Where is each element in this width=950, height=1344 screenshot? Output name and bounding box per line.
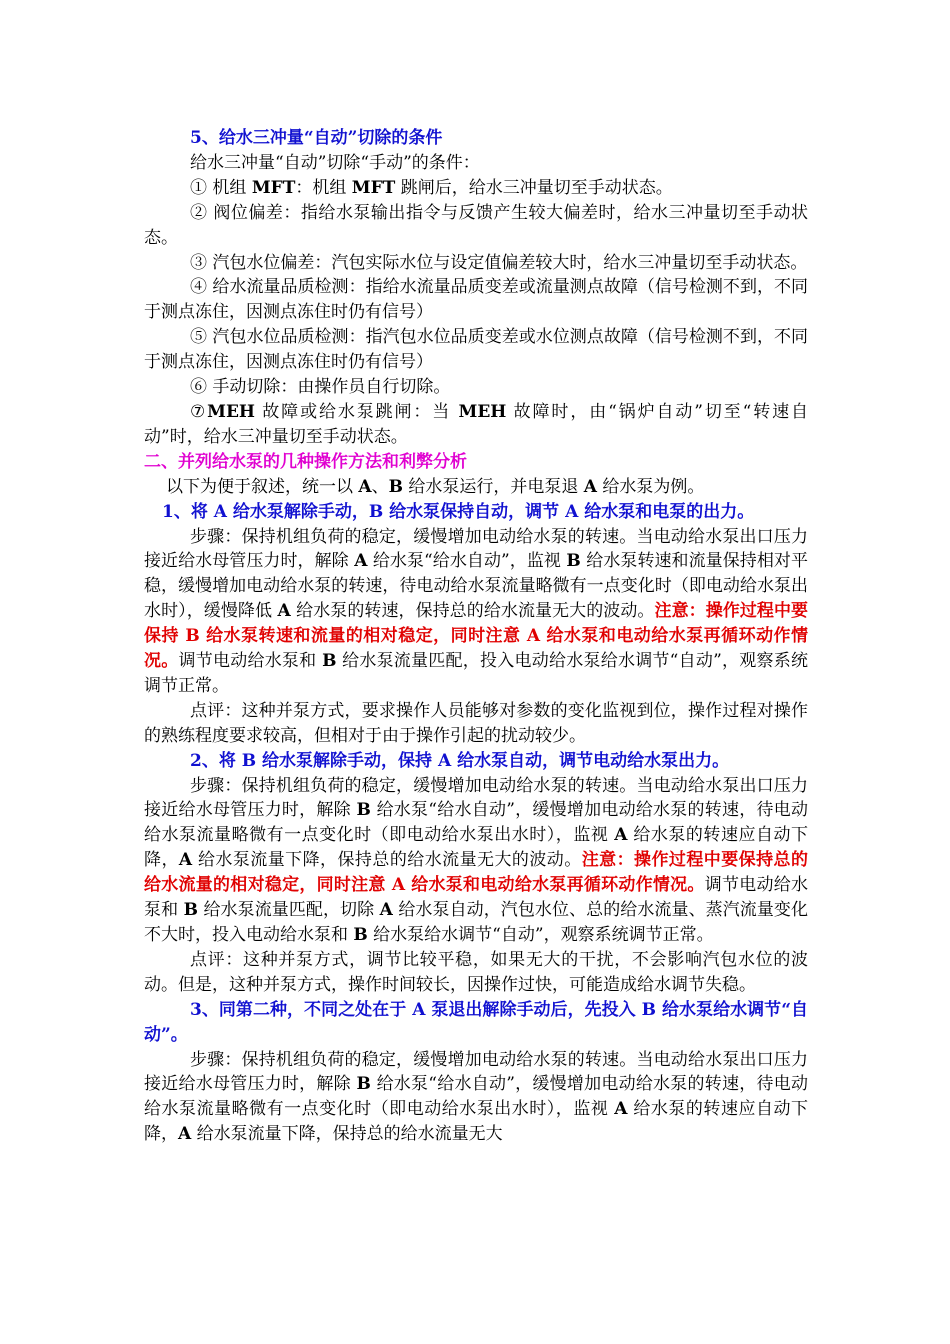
method-1-steps-b: 调节电动给水泵和 B 给水泵流量匹配，投入电动给水泵给水调节“自动”，观察系统调节正常。: [144, 651, 808, 696]
method-3-heading: 3、同第二种，不同之处在于 A 泵退出解除手动后，先投入 B 给水泵给水调节“自动”。: [144, 999, 808, 1045]
condition-item-6: ⑥ 手动切除：由操作员自行切除。: [190, 377, 451, 398]
section-2-lead: 以下为便于叙述，统一以 A、B 给水泵运行，并电泵退 A 给水泵为例。: [166, 476, 705, 497]
method-2-comment: 点评：这种并泵方式，调节比较平稳，如果无大的干扰，不会影响汽包水位的波动。但是，这种并泵方式，操作时间较长，因操作过快，可能造成给水调节失稳。: [144, 949, 808, 995]
method-2-steps-b: 调节电动给水泵和 B 给水泵流量匹配，切除 A 给水泵自动，汽包水位、总的给水流量、蒸汽流量变化不大时，投入电动给水泵和 B 给水泵给水调节“自动”，观察系统调节正常。: [144, 875, 809, 945]
method-2-steps-a: 步骤：保持机组负荷的稳定，缓慢增加电动给水泵的转速。当电动给水泵出口压力接近给水母管压力时，解除 B 给水泵“给水自动”，缓慢增加电动给水泵的转速，待电动给水泵流量略微有一点变化时（即电动给水泵出水时），监视 A 给水泵的转速应自动下降，A 给水泵流量下降，保持总的给水流量无大的波动。: [144, 775, 808, 871]
document-page: [144, 126, 808, 1147]
method-1-heading: 1、将 A 给水泵解除手动，B 给水泵保持自动，调节 A 给水泵和电泵的出力。: [162, 501, 755, 522]
section-2-heading: 二、并列给水泵的几种操作方法和利弊分析: [144, 451, 467, 472]
method-1-note: 注意：操作过程中要保持 B 给水泵转速和流量的相对稳定，同时注意 A 给水泵和电动给水泵再循环动作情况。: [144, 601, 809, 672]
condition-item-4: ④ 给水流量品质检测：指给水流量品质变差或流量测点故障（信号检测不到，不同于测点冻住，因测点冻住时仍有信号）: [144, 277, 808, 323]
section-5-intro: 给水三冲量“自动”切除“手动”的条件：: [190, 152, 480, 173]
method-2-steps: [144, 774, 808, 948]
method-2-heading: 2、将 B 给水泵解除手动，保持 A 给水泵自动，调节电动给水泵出力。: [190, 750, 730, 771]
method-1-steps-a: 步骤：保持机组负荷的稳定，缓慢增加电动给水泵的转速。当电动给水泵出口压力接近给水母管压力时，解除 A 给水泵“给水自动”，监视 B 给水泵转速和流量保持相对平稳，缓慢增加电动给水泵的转速，待电动给水泵流量略微有一点变化时（即电动给水泵出水时），缓慢降低 A 给水泵的转速，保持总的给水流量无大的波动。: [144, 526, 808, 622]
method-1-steps: [144, 525, 808, 699]
condition-item-1: ① 机组 MFT：机组 MFT 跳闸后，给水三冲量切至手动状态。: [190, 177, 673, 198]
method-3-steps: 步骤：保持机组负荷的稳定，缓慢增加电动给水泵的转速。当电动给水泵出口压力接近给水母管压力时，解除 B 给水泵“给水自动”，缓慢增加电动给水泵的转速，待电动给水泵流量略微有一点变化时（即电动给水泵出水时），监视 A 给水泵的转速应自动下降，A 给水泵流量下降，保持总的给水流量无大: [144, 1049, 808, 1145]
condition-item-7: ⑦MEH 故障或给水泵跳闸：当 MEH 故障时，由“锅炉自动”切至“转速自动”时，给水三冲量切至手动状态。: [144, 401, 808, 447]
condition-item-2: ② 阀位偏差：指给水泵输出指令与反馈产生较大偏差时，给水三冲量切至手动状态。: [144, 202, 808, 248]
method-2-note: 注意：操作过程中要保持总的给水流量的相对稳定，同时注意 A 给水泵和电动给水泵再循环动作情况。: [144, 850, 809, 896]
section-5-heading: 5、给水三冲量“自动”切除的条件: [190, 128, 443, 148]
condition-item-5: ⑤ 汽包水位品质检测：指汽包水位品质变差或水位测点故障（信号检测不到，不同于测点冻住，因测点冻住时仍有信号）: [144, 327, 808, 373]
condition-item-3: ③ 汽包水位偏差：汽包实际水位与设定值偏差较大时，给水三冲量切至手动状态。: [190, 252, 808, 273]
method-1-comment: 点评：这种并泵方式，要求操作人员能够对参数的变化监视到位，操作过程对操作的熟练程度要求较高，但相对于由于操作引起的扰动较少。: [144, 700, 808, 746]
